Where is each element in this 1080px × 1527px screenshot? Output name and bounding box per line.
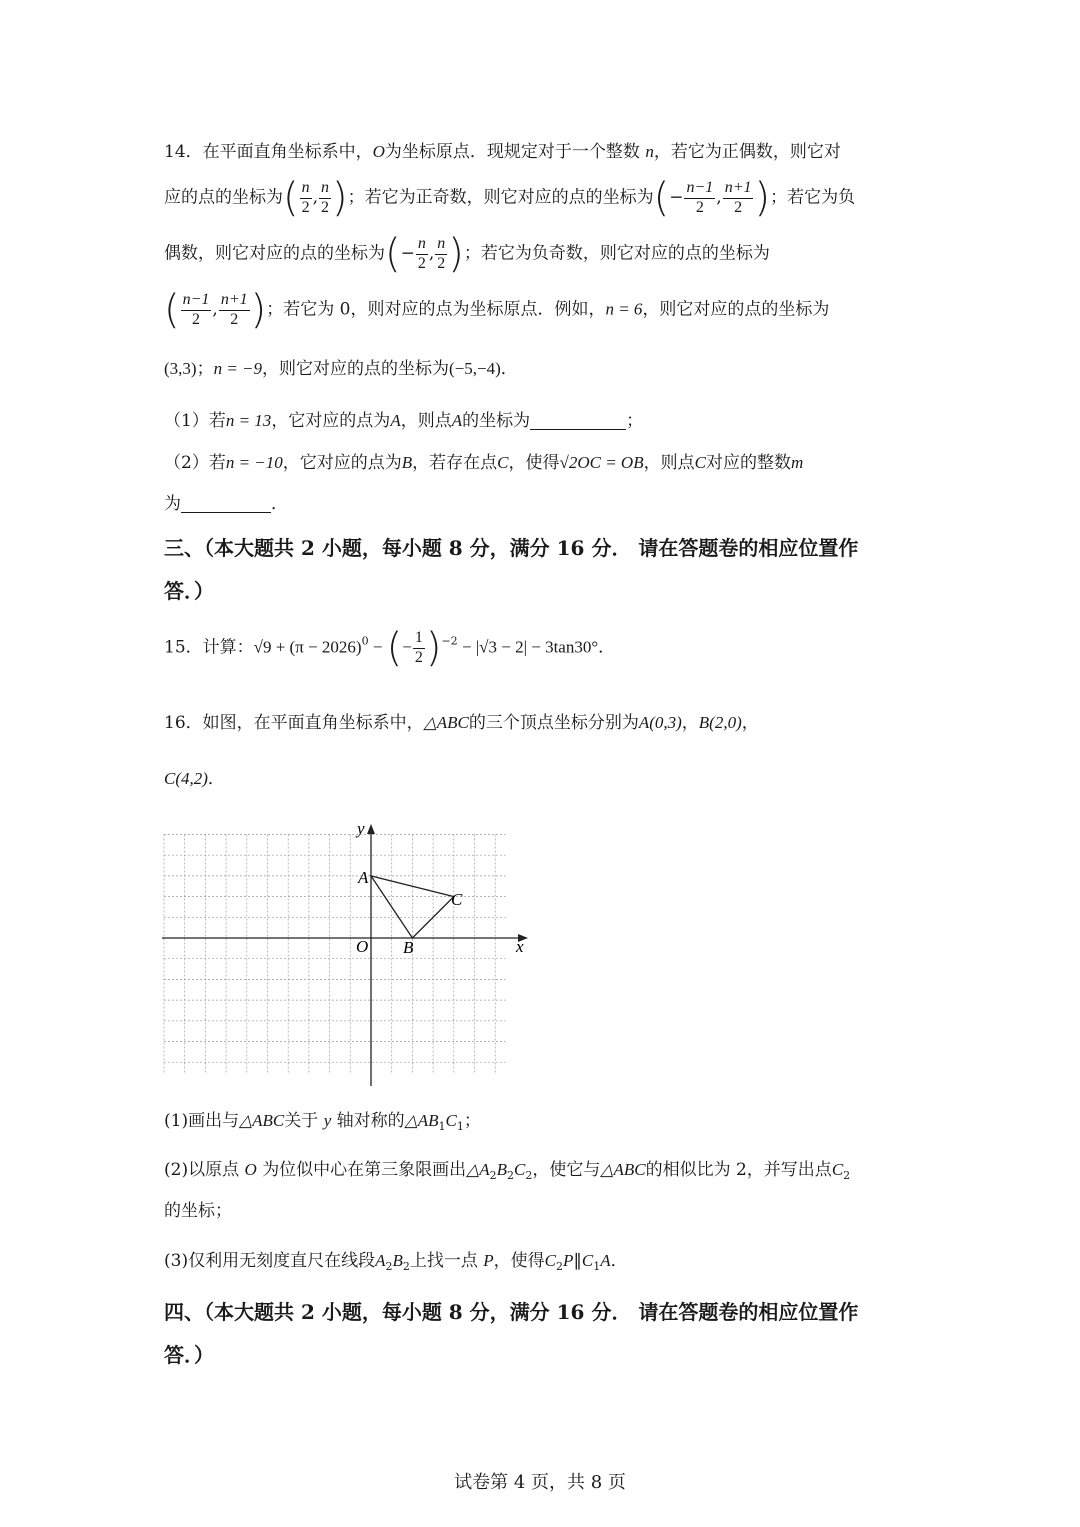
q14-line-5: (3,3)；n = −9，则它对应的点的坐标为(−5,−4)． <box>164 359 518 379</box>
answer-blank[interactable] <box>530 429 626 430</box>
q14-line-3: 偶数，则它对应的点的坐标为(− $\frac{n}{2}$ , $\frac{n}{2}$ )；若它为负奇数，则它对应的点的坐标为 <box>164 231 770 277</box>
fraction: $\frac{n-1}{2}$ <box>182 291 210 328</box>
q14-line-2: 应的点的坐标为( $\frac{n}{2}$ , $\frac{n}{2}$ )；若它为正奇数，则它对应的点的坐标为(− $\frac{n-1}{2}$ , $\frac{n+1}{2}$ )；若它为负 <box>164 175 856 221</box>
q14-sub-2: （2）若n = −10，它对应的点为B，若存在点C，使得√2OC = OB，则点C对应的整数m <box>164 453 804 473</box>
fraction: $\frac{n+1}{2}$ <box>220 291 248 328</box>
origin-label: O <box>356 937 369 956</box>
fraction: $\frac{1}{2}$ <box>414 629 423 666</box>
fraction: $\frac{n}{2}$ <box>321 179 330 216</box>
coordinate-grid-figure <box>160 818 540 1093</box>
q14-line-4: ( $\frac{n-1}{2}$ , $\frac{n+1}{2}$ )；若它为 0，则对应的点为坐标原点．例如，n = 6，则它对应的点的坐标为 <box>164 287 830 333</box>
section-3-heading: 三、（本大题共 2 小题，每小题 8 分，满分 16 分． 请在答题卷的相应位置作 <box>164 536 859 560</box>
section-3-heading-cont: 答．） <box>164 579 214 603</box>
grid-lines <box>164 835 506 1073</box>
q16-line-2: C(4,2)． <box>164 769 225 789</box>
x-axis-label: x <box>516 937 524 956</box>
q14-line-1: 14．在平面直角坐标系中，O为坐标原点．现规定对于一个整数 n，若它为正偶数，则它对 <box>164 142 841 162</box>
q15-line: 15．计算：$√9 + (\pi - 2026)^0$ − (− $\frac{1}{2}$ )$^{-2}$ − |√3 − 2| − 3tan30°． <box>164 625 616 671</box>
q16-part-3: (3)仅利用无刻度直尺在线段$A_2B_2$上找一点 P，使得$C_2P\parallel C_1A$． <box>164 1251 628 1273</box>
q16-part-1: (1)画出与△ABC关于 y 轴对称的$\triangle AB_1C_1$； <box>164 1111 481 1133</box>
section-4-heading-cont: 答．） <box>164 1343 214 1367</box>
origin-symbol: O <box>372 142 385 161</box>
fraction: $\frac{n}{2}$ <box>417 235 426 272</box>
vertex-a-label: A <box>358 868 369 887</box>
section-4-heading: 四、（本大题共 2 小题，每小题 8 分，满分 16 分． 请在答题卷的相应位置作 <box>164 1300 859 1324</box>
page-footer: 试卷第 4 页，共 8 页 <box>454 1472 626 1493</box>
q14-sub-1: （1）若n = 13，它对应的点为A，则点A的坐标为 ； <box>164 411 644 431</box>
answer-blank[interactable] <box>181 512 271 513</box>
fraction: $\frac{n}{2}$ <box>301 179 310 216</box>
q14-sub-2-cont: 为 ． <box>164 494 288 514</box>
y-axis-arrow <box>367 824 375 834</box>
q16-part-2: (2)以原点 O 为位似中心在第三象限画出$\triangle A_2B_2C_2$，使它与△ABC的相似比为 2，并写出点$C_2$ <box>164 1160 851 1182</box>
fraction: $\frac{n+1}{2}$ <box>724 179 752 216</box>
fraction: $\frac{n}{2}$ <box>437 235 446 272</box>
vertex-c-label: C <box>451 890 463 909</box>
q16-line-1: 16．如图，在平面直角坐标系中，△ABC的三个顶点坐标分别为A(0,3)，B(2,0)， <box>164 713 759 733</box>
vertex-b-label: B <box>403 938 414 957</box>
fraction: $\frac{n-1}{2}$ <box>686 179 714 216</box>
y-axis-label: y <box>357 819 365 838</box>
q16-part-2-cont: 的坐标； <box>164 1201 232 1221</box>
